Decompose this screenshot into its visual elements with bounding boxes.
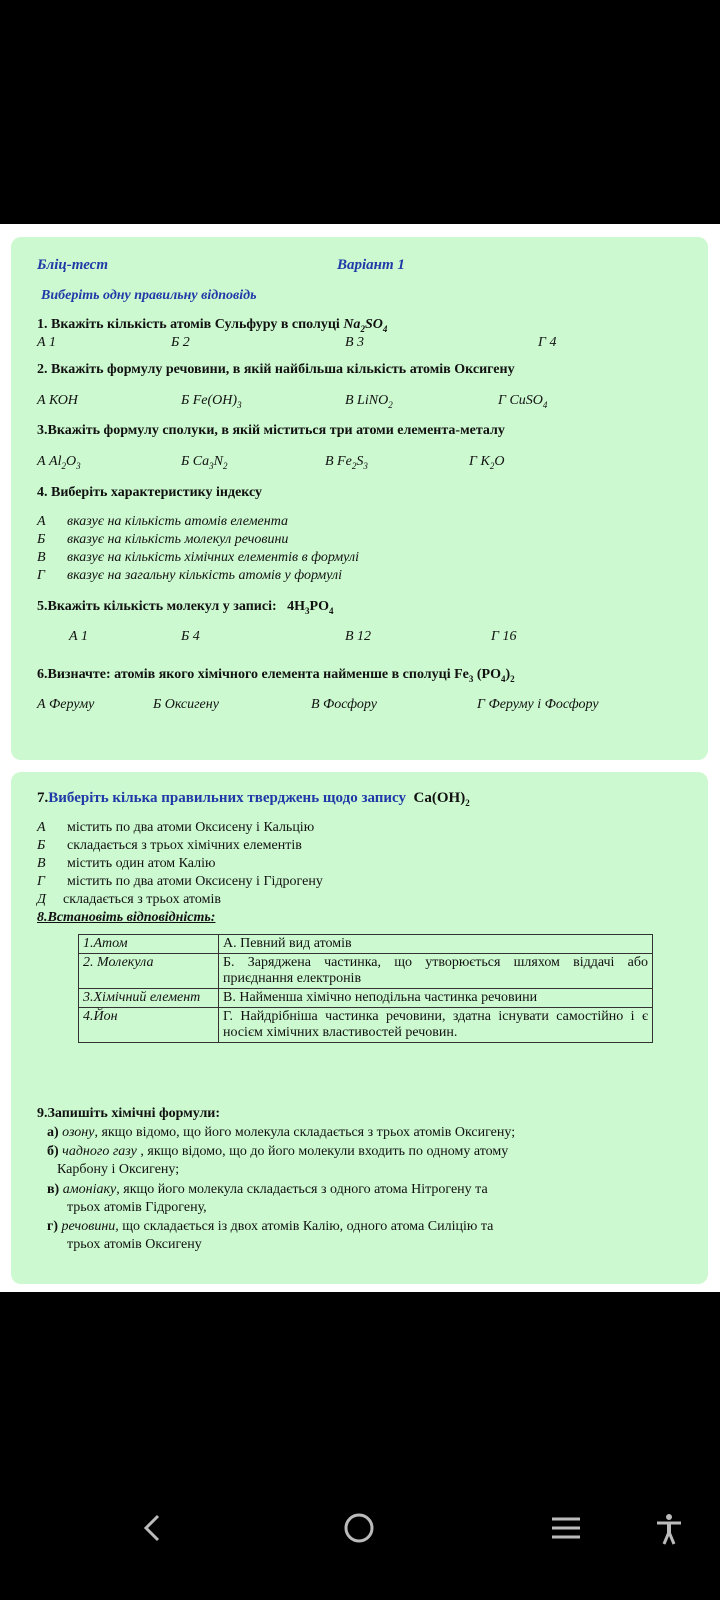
q7-option-e: Д складається з трьох атомів bbox=[37, 892, 221, 907]
recents-icon[interactable] bbox=[550, 1513, 582, 1548]
q9-item-b-cont: Карбону і Оксигену; bbox=[57, 1162, 180, 1177]
q2-option-c: В LiNO$_2$ bbox=[345, 393, 393, 410]
q3-option-c: В $Fe_2S_3$ bbox=[325, 454, 368, 471]
table-row: 3.Хімічний елемент В. Найменша хімічно неподільна частинка речовини bbox=[79, 989, 653, 1008]
home-icon[interactable] bbox=[342, 1513, 376, 1548]
q7-option-c: В містить один атом Калію bbox=[37, 856, 216, 871]
q4-option-b: Б вказує на кількість молекул речовини bbox=[37, 532, 289, 547]
q5-option-c: В 12 bbox=[345, 629, 372, 644]
q2-option-b: Б $Fe(OH)_3$ bbox=[181, 393, 242, 410]
q1-option-a: А 1 bbox=[37, 335, 57, 350]
q1-option-d: Г 4 bbox=[538, 335, 557, 350]
q1-option-b: Б 2 bbox=[171, 335, 190, 350]
q7-option-a: А містить по два атоми Оксисену і Кальцію bbox=[37, 820, 315, 835]
accessibility-icon[interactable] bbox=[655, 1513, 683, 1550]
q3-option-a: А $Al_2O_3$ bbox=[37, 454, 81, 471]
q2-option-d: Г CuSO$_4$ bbox=[498, 393, 548, 410]
q9-item-d-cont: трьох атомів Оксигену bbox=[67, 1237, 202, 1252]
quiz-card-1 bbox=[11, 237, 708, 760]
question-5: 5.Вкажіть кількість молекул у записі: $4H_3PO_4$ bbox=[37, 599, 334, 616]
question-9: 9.Запишіть хімічні формули: bbox=[37, 1106, 221, 1121]
q9-item-a: а) озону, якщо відомо, що його молекула складається з трьох атомів Оксигену; bbox=[47, 1125, 516, 1140]
variant-label: Варіант 1 bbox=[337, 257, 405, 273]
question-8: 8.Встановіть відповідність: bbox=[37, 910, 216, 925]
q1-option-c: В 3 bbox=[345, 335, 365, 350]
document-page bbox=[0, 224, 720, 1292]
q2-option-a: А КОН bbox=[37, 393, 78, 408]
table-row: 1.Атом А. Певний вид атомів bbox=[79, 935, 653, 954]
question-7: 7.Виберіть кілька правильних тверджень щодо запису $Ca(OH)_2$ bbox=[37, 790, 470, 808]
question-4: 4. Виберіть характеристику індексу bbox=[37, 485, 263, 500]
q4-option-d: Г вказує на загальну кількість атомів у формулі bbox=[37, 568, 343, 583]
back-icon[interactable] bbox=[140, 1513, 164, 1548]
quiz-title: Бліц-тест bbox=[37, 257, 108, 273]
q5-option-a: А 1 bbox=[69, 629, 89, 644]
q4-option-a: А вказує на кількість атомів елемента bbox=[37, 514, 288, 529]
question-2: 2. Вкажіть формулу речовини, в якій найбільша кількість атомів Оксигену bbox=[37, 362, 515, 377]
q6-option-b: Б Оксигену bbox=[153, 697, 219, 712]
quiz-card-2 bbox=[11, 772, 708, 1284]
matching-table bbox=[78, 934, 653, 1043]
question-3: 3.Вкажіть формулу сполуки, в якій міститься три атоми елемента-металу bbox=[37, 423, 505, 438]
question-1: 1. Вкажіть кількість атомів Сульфуру в сполуці $Na_2SO_4$ bbox=[37, 317, 388, 334]
table-row: 4.Йон Г. Найдрібніша частинка речовини, здатна існувати самостійно і є носієм хімічних властивостей речовин. bbox=[79, 1008, 653, 1043]
question-6: 6.Визначте: атомів якого хімічного елемента найменше в сполуці $Fe_3$ $(PO_4)_2$ bbox=[37, 667, 515, 684]
table-row: 2. Молекула Б. Заряджена частинка, що утворюється шляхом віддачі або приєднання електронів bbox=[79, 954, 653, 989]
q3-option-d: Г $K_2O$ bbox=[469, 454, 505, 471]
q3-option-b: Б $Ca_3N_2$ bbox=[181, 454, 228, 471]
instruction: Виберіть одну правильну відповідь bbox=[41, 288, 257, 303]
q9-item-d: г) речовини, що складається із двох атомів Калію, одного атома Силіцію та bbox=[47, 1219, 494, 1234]
q6-option-c: В Фосфору bbox=[311, 697, 377, 712]
q5-option-d: Г 16 bbox=[491, 629, 517, 644]
q4-option-c: В вказує на кількість хімічних елементів в формулі bbox=[37, 550, 359, 565]
q5-option-b: Б 4 bbox=[181, 629, 200, 644]
q6-option-d: Г Феруму і Фосфору bbox=[477, 697, 599, 712]
q9-item-b: б) чадного газу , якщо відомо, що до його молекули входить по одному атому bbox=[47, 1144, 509, 1159]
q6-option-a: А Феруму bbox=[37, 697, 95, 712]
q7-option-b: Б складається з трьох хімічних елементів bbox=[37, 838, 302, 853]
q9-item-c: в) амоніаку, якщо його молекула складається з одного атома Нітрогену та bbox=[47, 1182, 488, 1197]
q7-option-d: Г містить по два атоми Оксисену і Гідрогену bbox=[37, 874, 323, 889]
q9-item-c-cont: трьох атомів Гідрогену, bbox=[67, 1200, 207, 1215]
